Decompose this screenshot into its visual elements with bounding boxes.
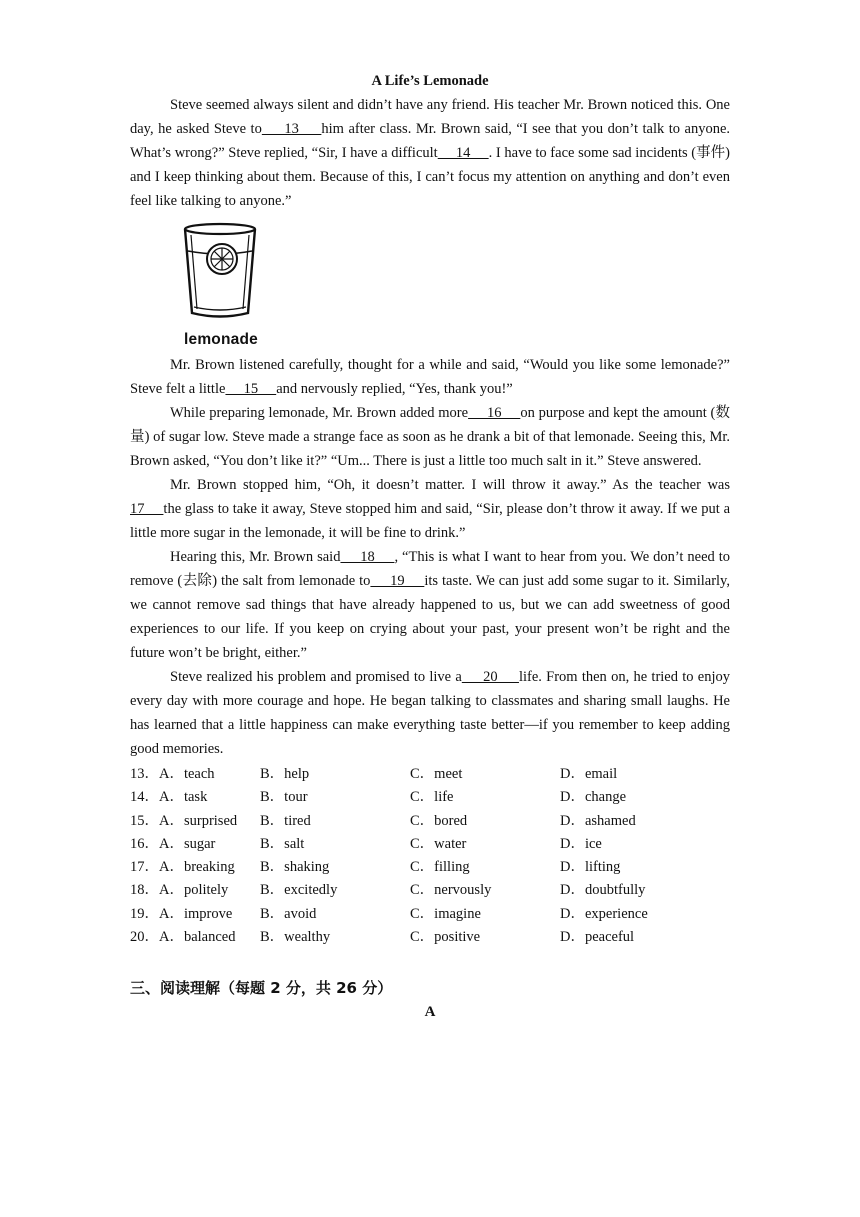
lemonade-figure <box>182 221 302 351</box>
figure-caption: lemonade <box>184 331 258 348</box>
options-list <box>130 763 730 949</box>
option-c: C．positive <box>410 929 481 946</box>
option-d: D．lifting <box>560 859 621 876</box>
paragraph-2-text-1: Mr. Brown listened carefully, thought for a while and said, “Would you like some lemonade?” Steve felt a little <box>130 357 730 397</box>
section-heading: 三、阅读理解（每题 2 分，共 26 分） <box>130 979 393 998</box>
section-subheading: A <box>424 1004 436 1021</box>
blank-18: 18 <box>340 549 395 565</box>
paragraph-6 <box>130 665 730 761</box>
option-a: 18．A．politely <box>130 882 229 899</box>
option-d: D．change <box>560 789 627 806</box>
option-a: 20．A．balanced <box>130 929 236 946</box>
option-c: C．water <box>410 835 467 852</box>
paragraph-6-text-2: life. From then on, he tried to enjoy every day with more courage and hope. He began talking to classmates and sharing small laughs. He has learned that a little happiness can make everything taste better—if you remember to keep adding good memories. <box>130 669 731 757</box>
blank-15: 15 <box>225 381 277 397</box>
paragraph-3-text-1: While preparing lemonade, Mr. Brown added more <box>170 405 469 421</box>
paragraph-4-text-1: Mr. Brown stopped him, “Oh, it doesn’t matter. I will throw it away.” As the teacher was <box>170 477 730 493</box>
paragraph-2 <box>130 353 730 401</box>
option-c: C．meet <box>410 766 463 782</box>
blank-17: 17 <box>130 501 164 517</box>
paragraph-1-text-2: him after class. Mr. Brown said, “I see that you don’t talk to anyone. What’s wrong?” Steve replied, “Sir, I have a difficult <box>130 121 731 161</box>
passage-title: A Life’s Lemonade <box>371 73 489 89</box>
blank-16: 16 <box>468 405 521 421</box>
option-d: D．doubtfully <box>560 882 646 899</box>
paragraph-5-text-2: , “This is what I want to hear from you. We don’t need to remove (去除) the salt from lemonade to <box>130 549 730 589</box>
paragraph-4 <box>130 473 730 545</box>
option-row-19 <box>130 903 730 926</box>
paragraph-3-text-2: on purpose and kept the amount (数量) of sugar low. Steve made a strange face as soon as he drank a bit of that lemonade. Seeing this, Mr. Brown asked, “You don’t like it?” “Um... There is just a little too much salt in it.” Steve answered. <box>130 405 730 469</box>
paragraph-2-text-2: and nervously replied, “Yes, thank you!” <box>276 381 513 397</box>
option-a: 19．A．improve <box>130 905 233 922</box>
option-b: B．shaking <box>260 859 330 876</box>
paragraph-1 <box>130 93 730 213</box>
option-c: C．nervously <box>410 882 492 899</box>
document-page <box>130 71 730 1023</box>
option-row-13 <box>130 763 730 786</box>
paragraph-4-text-2: the glass to take it away, Steve stopped him and said, “Sir, please don’t throw it away. If we put a little more sugar in the lemonade, it will be fine to drink.” <box>130 501 730 541</box>
paragraph-6-text-1: Steve realized his problem and promised to live a <box>170 669 462 685</box>
option-row-15 <box>130 810 730 833</box>
option-a: 14．A．task <box>130 789 208 806</box>
option-a: 16．A．sugar <box>130 835 216 852</box>
paragraph-5 <box>130 545 730 665</box>
option-row-20 <box>130 926 730 949</box>
option-row-16 <box>130 833 730 856</box>
option-row-17 <box>130 856 730 879</box>
option-d: D．ice <box>560 835 602 852</box>
paragraph-5-text-1: Hearing this, Mr. Brown said <box>170 549 341 565</box>
option-d: D．ashamed <box>560 812 636 829</box>
option-b: B．avoid <box>260 905 317 922</box>
option-b: B．tired <box>260 812 311 829</box>
blank-20: 20 <box>461 669 519 685</box>
paragraph-3 <box>130 401 730 473</box>
option-b: B．excitedly <box>260 882 338 899</box>
option-c: C．bored <box>410 812 468 829</box>
option-a: 13．A．teach <box>130 766 215 782</box>
paragraph-5-text-3: its taste. We can just add some sugar to it. Similarly, we cannot remove sad things that have already happened to us, but we can add sweetness of good experiences to our life. If you keep on crying about your past, your present won’t be right and the future won’t be bright, either.” <box>130 573 730 661</box>
option-c: C．filling <box>410 859 470 876</box>
option-d: D．peaceful <box>560 929 635 946</box>
option-row-18 <box>130 879 730 902</box>
blank-19: 19 <box>370 573 425 589</box>
option-d: D．email <box>560 766 618 782</box>
option-c: C．imagine <box>410 905 481 922</box>
option-row-14 <box>130 786 730 809</box>
option-d: D．experience <box>560 905 648 922</box>
blank-13: 13 <box>261 121 322 137</box>
option-b: B．help <box>260 766 310 782</box>
option-b: B．salt <box>260 835 305 852</box>
lemonade-glass-icon <box>182 221 262 321</box>
paragraph-1-text-3: . I have to face some sad incidents (事件) and I keep thinking about them. Because of this, I can’t focus my attention on anything and don’t even feel like talking to anyone.” <box>130 145 731 209</box>
option-b: B．tour <box>260 789 308 806</box>
blank-14: 14 <box>437 145 489 161</box>
option-a: 15．A．surprised <box>130 812 238 829</box>
option-a: 17．A．breaking <box>130 859 235 876</box>
paragraph-1-text-1: Steve seemed always silent and didn’t have any friend. His teacher Mr. Brown noticed this. One day, he asked Steve to <box>130 97 730 137</box>
option-b: B．wealthy <box>260 929 331 946</box>
option-c: C．life <box>410 789 454 806</box>
